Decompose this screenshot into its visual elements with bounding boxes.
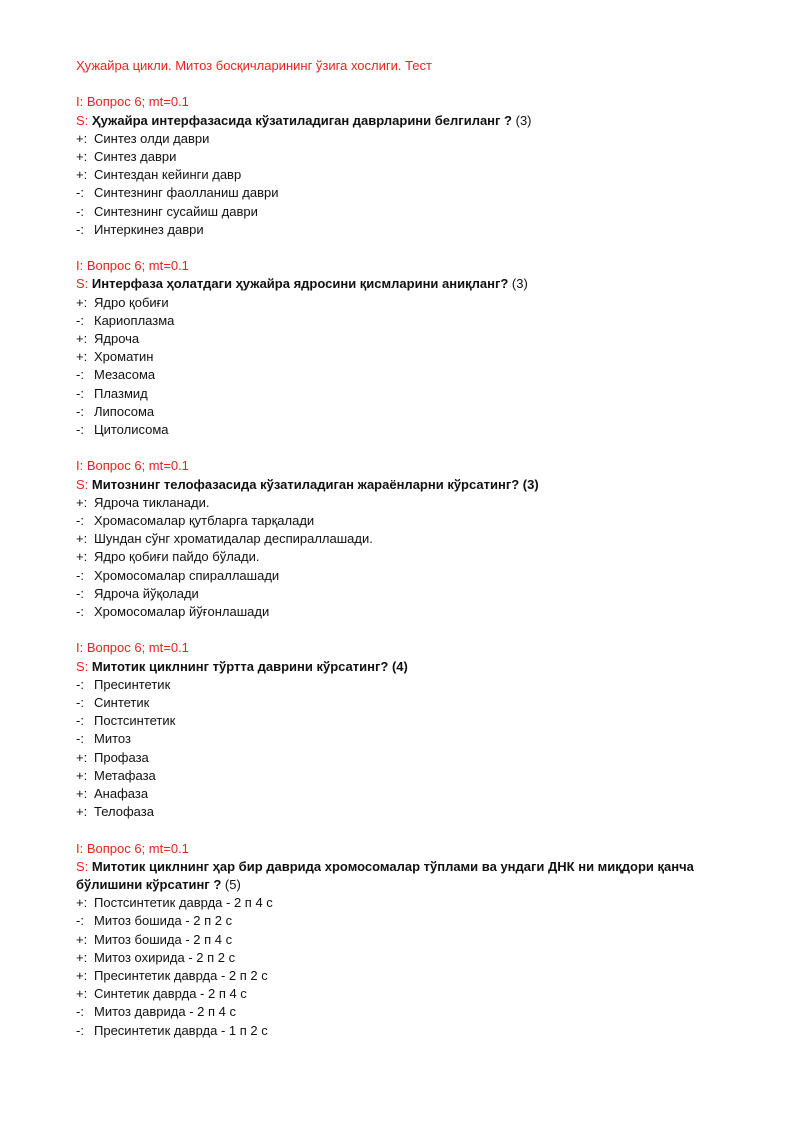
answer-text: Ядроча (94, 331, 140, 347)
answer-text: Профаза (94, 749, 149, 765)
answer-text: Хромосомалар спираллашади (94, 567, 280, 583)
answer-text: Телофаза (94, 804, 154, 820)
answer-mark: +: (76, 494, 88, 510)
answer-mark: +: (76, 349, 88, 365)
answer-mark: +: (76, 294, 88, 310)
answer-option (76, 366, 736, 384)
answer-mark: +: (76, 931, 88, 947)
answer-text: Метафаза (94, 767, 156, 783)
question-text: Ҳужайра интерфазасида кўзатиладиган даврларини белгиланг ? (91, 112, 512, 128)
answer-text: Митоз охирида - 2 п 2 с (94, 949, 236, 965)
answer-mark: +: (76, 986, 88, 1002)
question-line (76, 112, 736, 130)
answer-option (76, 148, 736, 166)
answer-mark: +: (76, 531, 88, 547)
answer-option (76, 567, 736, 585)
answer-option (76, 912, 736, 930)
answer-mark: -: (76, 1022, 84, 1038)
question-meta-line: I: Вопрос 6; mt=0.1 (76, 458, 189, 474)
question-text: Митотик циклнинг ҳар бир даврида хромосомалар тўплами ва ундаги ДНК ни миқдори қанча бўлишини кўрсатинг ? (76, 858, 694, 893)
answer-text: Постсинтетик даврда - 2 п 4 с (94, 895, 273, 911)
answer-option (76, 585, 736, 603)
answer-option (76, 548, 736, 566)
answer-text: Хроматин (94, 349, 154, 365)
answer-text: Митоз (94, 731, 131, 747)
answer-text: Синтездан кейинги давр (94, 167, 242, 183)
question-tag: S: (76, 476, 89, 492)
answer-option (76, 385, 736, 403)
answer-text: Синтезнинг сусайиш даври (94, 203, 258, 219)
question-line (76, 476, 736, 494)
answer-option (76, 494, 736, 512)
answer-mark: -: (76, 913, 84, 929)
answer-option (76, 348, 736, 366)
question-text: Митотик циклнинг тўртта даврини кўрсатинг? (4) (91, 658, 408, 674)
answer-text: Синтезнинг фаолланиш даври (94, 185, 279, 201)
answer-mark: -: (76, 221, 84, 237)
answer-option (76, 330, 736, 348)
answer-mark: +: (76, 130, 88, 146)
answer-text: Пресинтетик (94, 676, 171, 692)
answer-text: Хромосомалар йўғонлашади (94, 604, 270, 620)
answer-mark: -: (76, 567, 84, 583)
answer-text: Кариоплазма (94, 312, 175, 328)
question-tag: S: (76, 276, 89, 292)
answer-mark: -: (76, 422, 84, 438)
answer-option (76, 949, 736, 967)
answer-mark: -: (76, 676, 84, 692)
answer-option (76, 749, 736, 767)
answer-text: Интеркинез даври (94, 221, 204, 237)
answer-option (76, 1022, 736, 1040)
answer-text: Плазмид (94, 385, 148, 401)
answer-text: Шундан сўнг хроматидалар деспираллашади. (94, 531, 373, 547)
answer-mark: -: (76, 513, 84, 529)
answer-option (76, 1003, 736, 1021)
answer-text: Митоз даврида - 2 п 4 с (94, 1004, 236, 1020)
answer-option (76, 767, 736, 785)
document-content (76, 57, 736, 1040)
answer-text: Митоз бошида - 2 п 4 с (94, 931, 233, 947)
answer-mark: -: (76, 185, 84, 201)
question-tag: S: (76, 112, 89, 128)
answer-option (76, 931, 736, 949)
answer-option (76, 312, 736, 330)
answer-option (76, 967, 736, 985)
question-block (76, 257, 736, 439)
question-meta-line: I: Вопрос 6; mt=0.1 (76, 640, 189, 656)
answer-mark: -: (76, 1004, 84, 1020)
answer-mark: +: (76, 149, 88, 164)
answer-mark: -: (76, 731, 84, 747)
answer-mark: +: (76, 804, 88, 820)
answer-option (76, 512, 736, 530)
question-meta-line: I: Вопрос 6; mt=0.1 (76, 840, 189, 856)
answer-text: Синтез даври (94, 149, 177, 164)
answer-text: Синтетик (94, 695, 150, 711)
answer-count: (3) (508, 276, 528, 292)
answer-option (76, 603, 736, 621)
answer-mark: +: (76, 968, 88, 984)
answer-text: Липосома (94, 403, 155, 419)
answer-option (76, 403, 736, 421)
question-line (76, 275, 736, 293)
answer-text: Ядро қобиғи пайдо бўлади. (94, 549, 260, 565)
answer-text: Постсинтетик (94, 713, 176, 729)
answer-option (76, 530, 736, 548)
answer-text: Хромасомалар қутбларга тарқалади (94, 513, 315, 529)
answer-option (76, 221, 736, 239)
answer-text: Анафаза (94, 786, 149, 802)
answer-text: Синтез олди даври (94, 130, 210, 146)
answer-mark: +: (76, 749, 88, 765)
answer-option (76, 803, 736, 821)
answer-mark: -: (76, 385, 84, 401)
answer-count: (5) (221, 877, 241, 893)
answer-option (76, 785, 736, 803)
answer-mark: -: (76, 367, 84, 383)
answer-option (76, 730, 736, 748)
answer-mark: +: (76, 331, 88, 347)
answer-mark: -: (76, 403, 84, 419)
answer-option (76, 694, 736, 712)
answer-mark: +: (76, 949, 88, 965)
answer-mark: +: (76, 167, 88, 183)
question-tag: S: (76, 658, 89, 674)
answer-text: Пресинтетик даврда - 2 п 2 с (94, 968, 268, 984)
question-text: Интерфаза ҳолатдаги ҳужайра ядросини қисмларини аниқланг? (91, 276, 509, 292)
answer-option (76, 184, 736, 202)
question-block (76, 639, 736, 821)
question-line (76, 658, 736, 676)
answer-option (76, 130, 736, 148)
question-text: Митознинг телофазасида кўзатиладиган жараёнларни кўрсатинг? (3) (91, 476, 539, 492)
question-block (76, 93, 736, 239)
answer-mark: -: (76, 312, 84, 328)
question-block (76, 457, 736, 621)
answer-mark: -: (76, 604, 84, 620)
answer-mark: +: (76, 786, 88, 802)
answer-option (76, 985, 736, 1003)
question-meta-line: I: Вопрос 6; mt=0.1 (76, 94, 189, 110)
question-line (76, 858, 736, 894)
answer-mark: +: (76, 895, 88, 911)
answer-mark: -: (76, 713, 84, 729)
answer-text: Мезасома (94, 367, 156, 383)
question-tag: S: (76, 858, 89, 874)
answer-option (76, 712, 736, 730)
answer-text: Синтетик даврда - 2 п 4 с (94, 986, 247, 1002)
answer-text: Ядроча тикланади. (94, 494, 210, 510)
answer-option (76, 421, 736, 439)
answer-text: Ядро қобиғи (94, 294, 169, 310)
answer-mark: -: (76, 695, 84, 711)
answer-mark: -: (76, 585, 84, 601)
answer-text: Ядроча йўқолади (94, 585, 199, 601)
question-block (76, 840, 736, 1040)
answer-option (76, 203, 736, 221)
answer-option (76, 676, 736, 694)
document-title: Ҳужайра цикли. Митоз босқичларининг ўзига хослиги. Тест (76, 58, 432, 73)
answer-option (76, 166, 736, 184)
answer-mark: +: (76, 767, 88, 783)
answer-text: Митоз бошида - 2 п 2 с (94, 913, 233, 929)
answer-text: Цитолисома (94, 422, 169, 438)
answer-mark: -: (76, 203, 84, 219)
answer-text: Пресинтетик даврда - 1 п 2 с (94, 1022, 268, 1038)
answer-mark: +: (76, 549, 88, 565)
question-meta-line: I: Вопрос 6; mt=0.1 (76, 258, 189, 274)
answer-option (76, 894, 736, 912)
answer-option (76, 294, 736, 312)
answer-count: (3) (512, 112, 532, 128)
